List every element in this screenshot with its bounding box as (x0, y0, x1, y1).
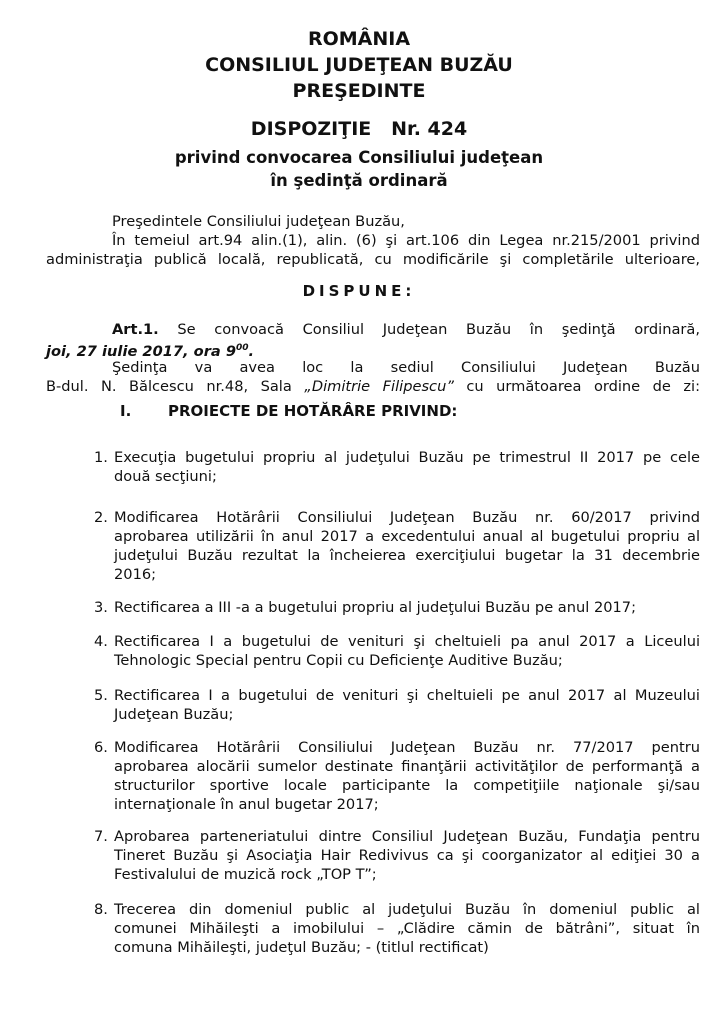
agenda-item-number: 5. (94, 687, 108, 704)
agenda-item-line: structurilor sportive locale participante la competiţiile naţionale şi/sau (114, 777, 700, 794)
art1-date-end: . (248, 342, 255, 360)
agenda-item-line: Modificarea Hotărârii Consiliului Judeţean Buzău nr. 60/2017 privind (114, 509, 700, 526)
art1-line-1 (112, 320, 700, 339)
agenda-item-line: Tineret Buzău şi Asociaţia Hair Redivivus ca şi coorganizator al ediţiei 30 a (114, 847, 700, 864)
agenda-item-line: aprobarea utilizării în anul 2017 a excedentului anual al bugetului propriu al (114, 528, 700, 545)
agenda-item (94, 900, 700, 957)
agenda-item-number: 4. (94, 633, 108, 650)
art1-line-4a: B-dul. N. Bălcescu nr.48, Sala (46, 378, 305, 395)
agenda-item-line: comuna Mihăileşti, judeţul Buzău; - (titlul rectificat) (114, 939, 489, 956)
art1-date-text: joi, 27 iulie 2017, ora 9 (46, 342, 236, 360)
intro-line-2: În temeiul art.94 alin.(1), alin. (6) şi art.106 din Legea nr.215/2001 privind (112, 232, 700, 249)
agenda-item-number: 2. (94, 509, 108, 526)
agenda-item-line: 2016; (114, 566, 157, 583)
agenda-item (94, 827, 700, 884)
art1-date-sup: 00 (235, 343, 249, 353)
agenda-item-line: Rectificarea I a bugetului de venituri şi cheltuieli pe anul 2017 al Muzeului (114, 687, 700, 704)
agenda-item-line: internaţionale în anul bugetar 2017; (114, 796, 379, 813)
subtitle-line-1: privind convocarea Consiliului judeţean (174, 148, 544, 167)
agenda-item-line: aprobarea alocării sumelor destinate finanţării activităţilor de performanţă a (114, 758, 700, 775)
agenda-item-line: comunei Mihăileşti a imobilului – „Clădire cămin de bătrâni”, situat în (114, 920, 700, 937)
art1-label: Art.1. (112, 321, 159, 338)
section-number: I. (120, 402, 132, 420)
header-office: PREŞEDINTE (292, 80, 426, 102)
agenda-item-number: 3. (94, 599, 108, 616)
subtitle-line-2: în şedinţă ordinară (270, 171, 448, 190)
art1-text: Se convoacă Consiliul Judeţean Buzău în şedinţă ordinară, (177, 321, 700, 338)
agenda-item-line: judeţului Buzău rezultat la încheierea exerciţiului bugetar la 31 decembrie (114, 547, 700, 564)
document-header (0, 26, 718, 104)
title-number: Nr. 424 (391, 118, 468, 140)
agenda-item (94, 686, 700, 724)
title-label: DISPOZIŢIE (250, 118, 372, 140)
agenda-item-number: 8. (94, 901, 108, 918)
agenda-item-line: Rectificarea a III -a a bugetului propriu al judeţului Buzău pe anul 2017; (114, 599, 637, 616)
agenda-item (94, 508, 700, 584)
section-heading (120, 402, 457, 420)
header-institution: CONSILIUL JUDEŢEAN BUZĂU (205, 54, 513, 76)
agenda-item-line: Judeţean Buzău; (114, 706, 234, 723)
agenda-item-line: Modificarea Hotărârii Consiliului Judeţean Buzău nr. 77/2017 pentru (114, 739, 700, 756)
art1-line-4 (46, 377, 700, 396)
header-country: ROMÂNIA (307, 28, 411, 50)
agenda-item (94, 448, 700, 486)
art1-line-4c: cu următoarea ordine de zi: (453, 378, 700, 395)
agenda-item-line: două secţiuni; (114, 468, 217, 485)
agenda-item-number: 7. (94, 828, 108, 845)
intro-line-1: Preşedintele Consiliului judeţean Buzău, (112, 213, 405, 230)
document-title (0, 118, 718, 140)
agenda-item-line: Trecerea din domeniul public al judeţului Buzău în domeniul public al (114, 901, 700, 918)
agenda-item-line: Aprobarea parteneriatului dintre Consiliul Judeţean Buzău, Fundaţia pentru (114, 828, 700, 845)
agenda-item (94, 632, 700, 670)
document-subtitle (0, 146, 718, 192)
agenda-item-number: 1. (94, 449, 108, 466)
art1-hall-name: „Dimitrie Filipescu” (304, 378, 454, 395)
art1-line-3: Şedinţa va avea loc la sediul Consiliului Judeţean Buzău (112, 359, 700, 376)
agenda-item-line: Execuţia bugetului propriu al judeţului Buzău pe trimestrul II 2017 pe cele (114, 449, 700, 466)
agenda-item (94, 598, 700, 617)
agenda-item-number: 6. (94, 739, 108, 756)
agenda-item-line: Tehnologic Special pentru Copii cu Deficienţe Auditive Buzău; (114, 652, 563, 669)
dispune-heading: DISPUNE: (302, 282, 416, 300)
agenda-item-line: Rectificarea I a bugetului de venituri şi cheltuieli pa anul 2017 a Liceului (114, 633, 700, 650)
agenda-item-line: Festivalului de muzică rock „TOP T”; (114, 866, 377, 883)
agenda-item (94, 738, 700, 814)
intro-line-3: administraţia publică locală, republicată, cu modificările şi completările ulterioare, (46, 251, 700, 268)
section-title: PROIECTE DE HOTĂRÂRE PRIVIND: (168, 402, 458, 420)
